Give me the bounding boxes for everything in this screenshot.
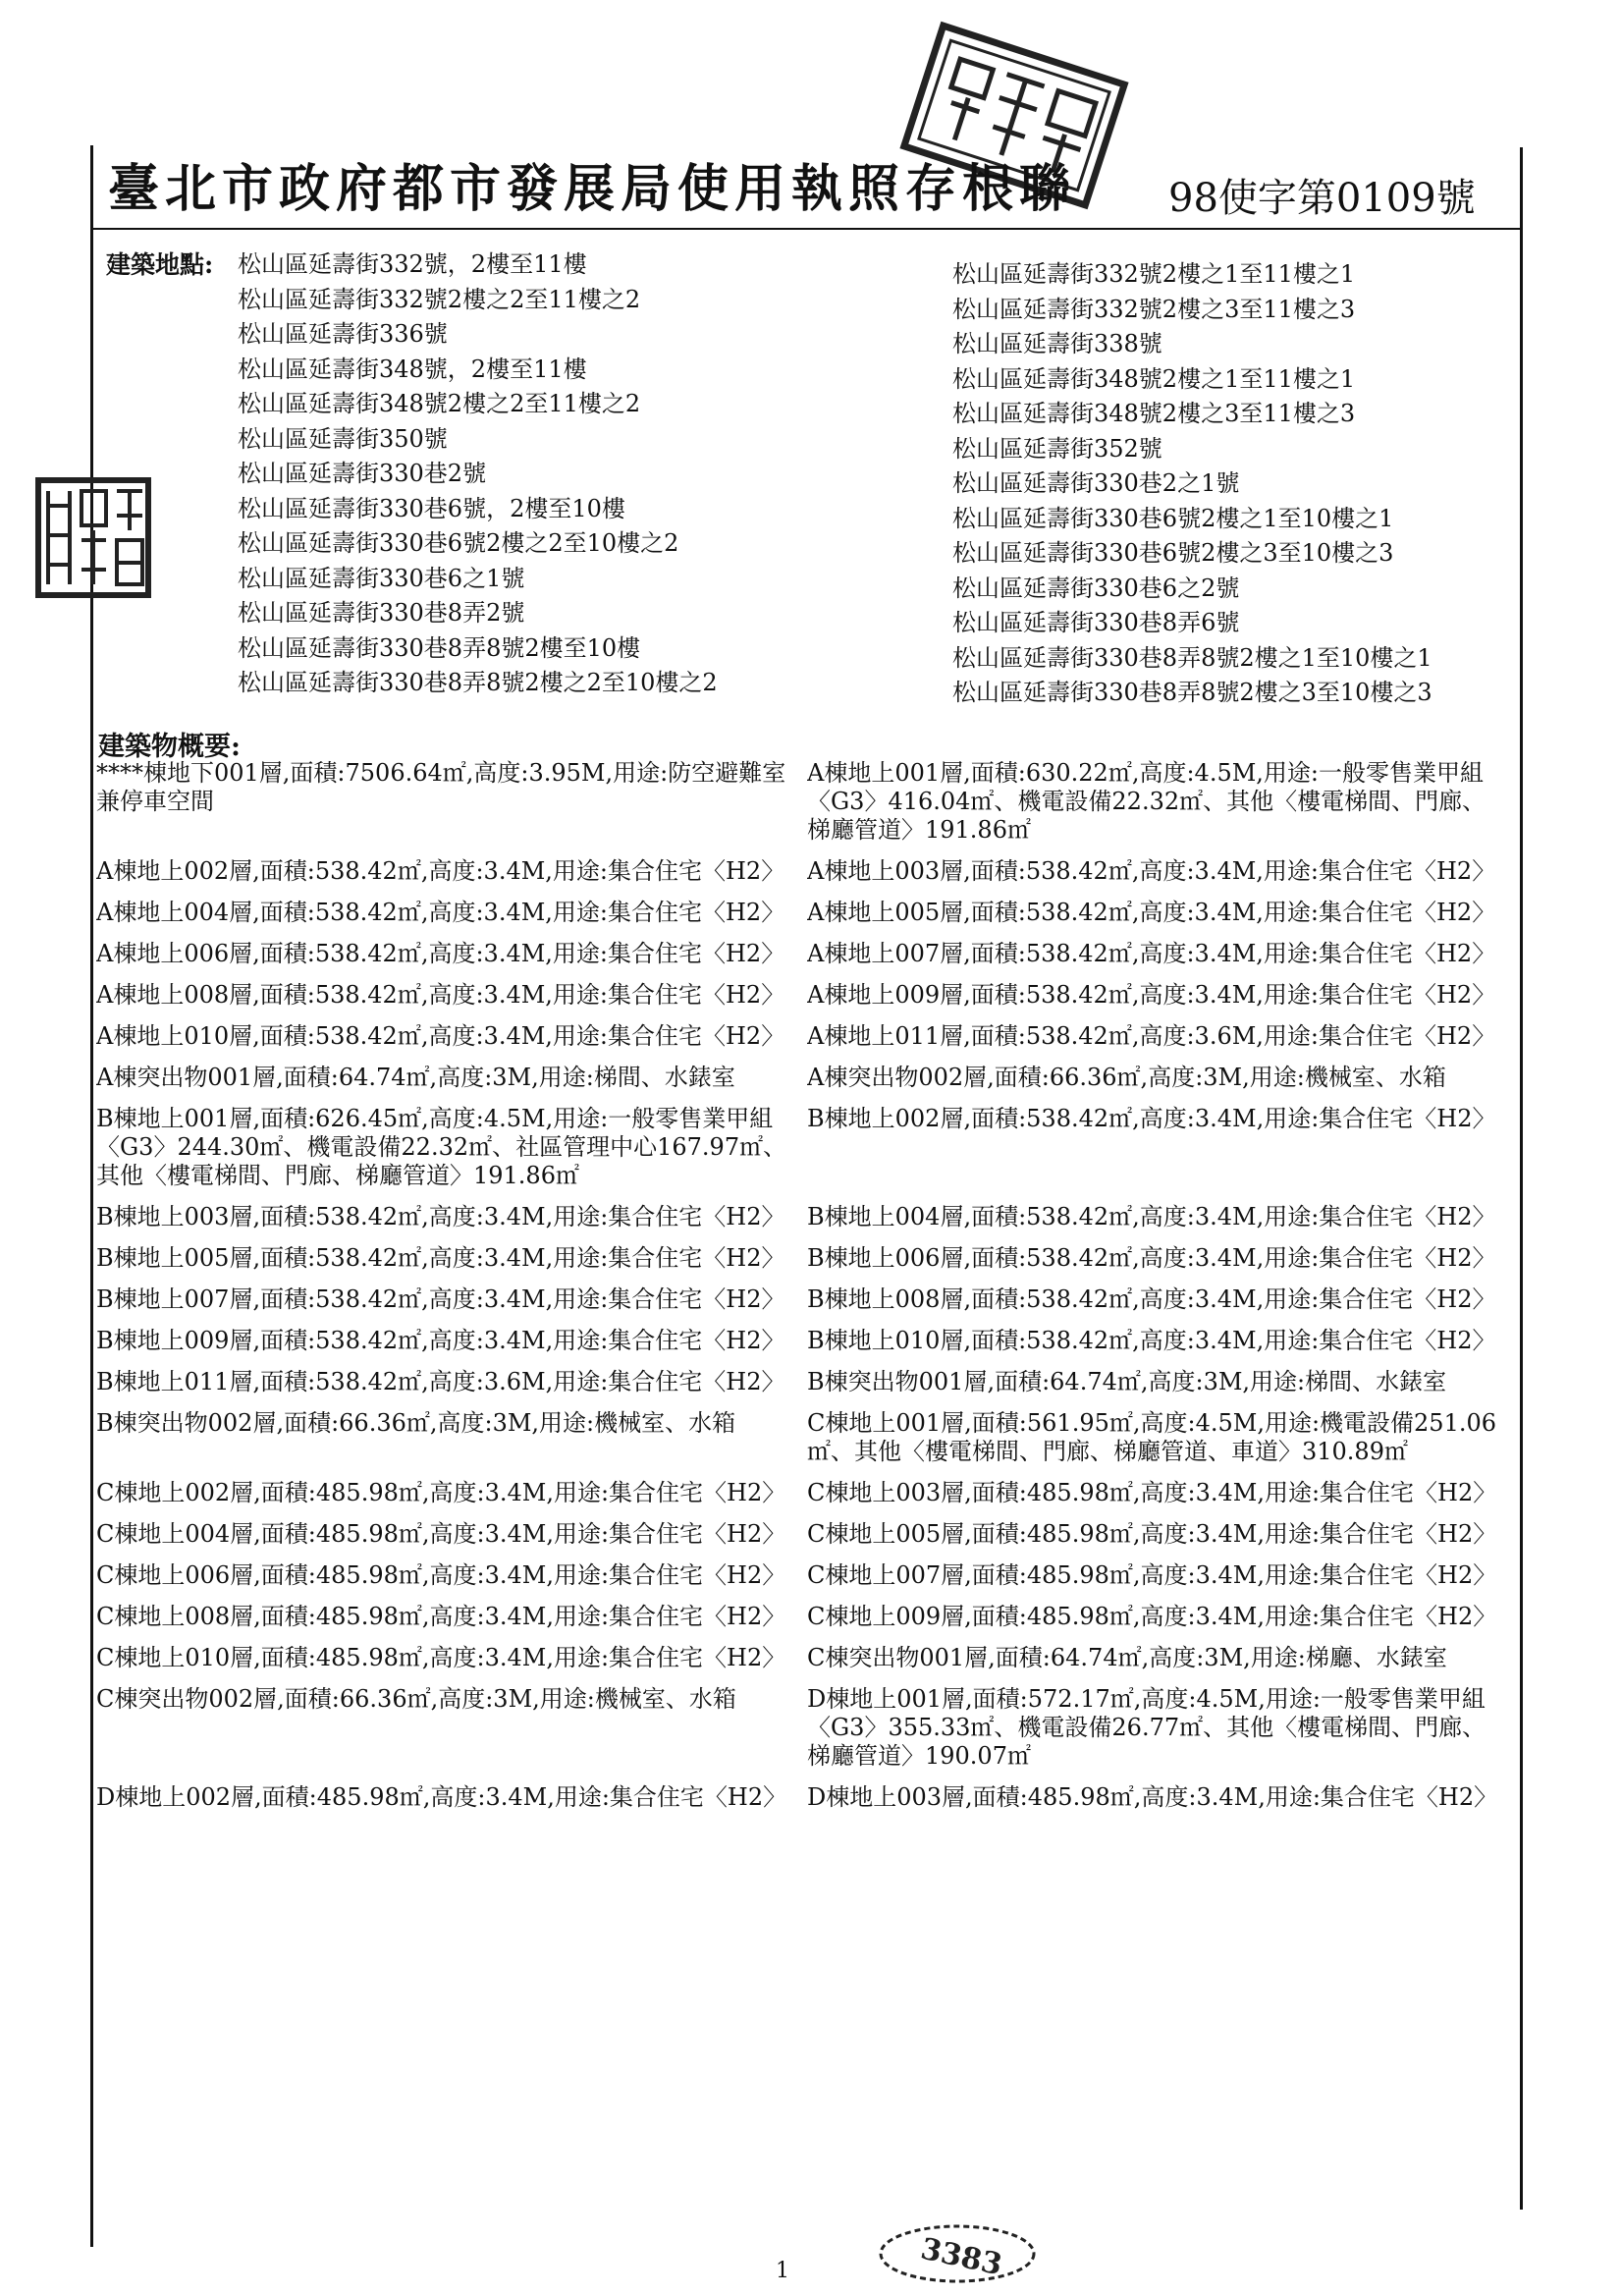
address-line: 松山區延壽街348號，2樓至11樓 [238,355,587,383]
building-floor-entry: B棟地上007層,面積:538.42㎡,高度:3.4M,用途:集合住宅〈H2〉 [96,1285,785,1313]
building-floor-entry: A棟地上004層,面積:538.42㎡,高度:3.4M,用途:集合住宅〈H2〉 [96,899,785,926]
address-line: 松山區延壽街330巷6之2號 [952,574,1240,602]
address-line: 松山區延壽街352號 [952,434,1162,463]
building-floor-entry: B棟地上008層,面積:538.42㎡,高度:3.4M,用途:集合住宅〈H2〉 [807,1285,1496,1313]
building-floor-entry: A棟地上011層,面積:538.42㎡,高度:3.6M,用途:集合住宅〈H2〉 [807,1022,1496,1050]
building-floor-entry: A棟突出物001層,面積:64.74㎡,高度:3M,用途:梯間、水錶室 [96,1064,735,1091]
document-number: 98使字第0109號 [1168,176,1476,221]
building-floor-entry: A棟地上003層,面積:538.42㎡,高度:3.4M,用途:集合住宅〈H2〉 [807,857,1496,885]
summary-list-left [96,759,793,1825]
address-line: 松山區延壽街330巷6之1號 [238,564,525,592]
building-floor-entry: A棟地上008層,面積:538.42㎡,高度:3.4M,用途:集合住宅〈H2〉 [96,981,785,1009]
building-floor-entry: B棟地上010層,面積:538.42㎡,高度:3.4M,用途:集合住宅〈H2〉 [807,1327,1496,1354]
building-floor-entry: C棟突出物001層,面積:64.74㎡,高度:3M,用途:梯廳、水錶室 [807,1644,1447,1671]
building-floor-entry: ****棟地下001層,面積:7506.64㎡,高度:3.95M,用途:防空避難室兼停車空間 [96,759,786,815]
address-line: 松山區延壽街330巷8弄8號2樓之3至10樓之3 [952,679,1432,706]
address-line: 松山區延壽街330巷6號2樓之2至10樓之2 [238,529,679,557]
address-line: 松山區延壽街330巷8弄2號 [238,599,525,627]
building-floor-entry: B棟地上001層,面積:626.45㎡,高度:4.5M,用途:一般零售業甲組〈G3〉244.30㎡、機電設備22.32㎡、社區管理中心167.97㎡、其他〈樓電梯間、門廊、梯廳管道〉191.86㎡ [96,1105,787,1189]
address-line: 松山區延壽街336號 [238,320,448,348]
building-floor-entry: C棟突出物002層,面積:66.36㎡,高度:3M,用途:機械室、水箱 [96,1685,736,1713]
building-floor-entry: C棟地上007層,面積:485.98㎡,高度:3.4M,用途:集合住宅〈H2〉 [807,1561,1497,1589]
building-floor-entry: A棟地上006層,面積:538.42㎡,高度:3.4M,用途:集合住宅〈H2〉 [96,940,785,967]
document-title: 臺北市政府都市發展局使用執照存根聯 [108,159,1077,219]
building-floor-entry: A棟地上005層,面積:538.42㎡,高度:3.4M,用途:集合住宅〈H2〉 [807,899,1496,926]
building-floor-entry: C棟地上010層,面積:485.98㎡,高度:3.4M,用途:集合住宅〈H2〉 [96,1644,786,1671]
building-floor-entry: C棟地上005層,面積:485.98㎡,高度:3.4M,用途:集合住宅〈H2〉 [807,1520,1497,1548]
building-floor-entry: A棟地上001層,面積:630.22㎡,高度:4.5M,用途:一般零售業甲組〈G3〉416.04㎡、機電設備22.32㎡、其他〈樓電梯間、門廊、梯廳管道〉191.86㎡ [807,759,1486,844]
address-line: 松山區延壽街330巷2之1號 [952,469,1240,497]
building-floor-entry: B棟突出物002層,面積:66.36㎡,高度:3M,用途:機械室、水箱 [96,1409,736,1437]
address-line: 松山區延壽街332號2樓之1至11樓之1 [952,260,1356,288]
building-floor-entry: C棟地上002層,面積:485.98㎡,高度:3.4M,用途:集合住宅〈H2〉 [96,1479,786,1506]
address-line: 松山區延壽街330巷8弄6號 [952,609,1240,636]
building-floor-entry: B棟地上003層,面積:538.42㎡,高度:3.4M,用途:集合住宅〈H2〉 [96,1203,785,1230]
summary-label: 建築物概要: [98,732,241,762]
address-line: 松山區延壽街332號2樓之3至11樓之3 [952,295,1356,323]
address-line: 松山區延壽街330巷8弄8號2樓至10樓 [238,633,641,662]
building-floor-entry: B棟地上011層,面積:538.42㎡,高度:3.6M,用途:集合住宅〈H2〉 [96,1368,785,1395]
building-floor-entry: A棟突出物002層,面積:66.36㎡,高度:3M,用途:機械室、水箱 [807,1064,1446,1091]
address-line: 松山區延壽街330巷2號 [238,460,487,487]
building-floor-entry: B棟地上009層,面積:538.42㎡,高度:3.4M,用途:集合住宅〈H2〉 [96,1327,785,1354]
title-divider [93,228,1522,230]
official-seal-bottom [874,2214,1041,2283]
building-floor-entry: B棟地上002層,面積:538.42㎡,高度:3.4M,用途:集合住宅〈H2〉 [807,1105,1496,1132]
address-list-left [238,247,718,701]
seal-number: 3383 [917,2231,1005,2283]
address-line: 松山區延壽街330巷8弄8號2樓之2至10樓之2 [238,669,718,696]
address-line: 松山區延壽街338號 [952,330,1162,357]
address-label: 建築地點: [106,250,214,279]
address-list-right [952,257,1432,711]
building-floor-entry: A棟地上010層,面積:538.42㎡,高度:3.4M,用途:集合住宅〈H2〉 [96,1022,785,1050]
building-floor-entry: D棟地上002層,面積:485.98㎡,高度:3.4M,用途:集合住宅〈H2〉 [96,1783,787,1811]
address-line: 松山區延壽街330巷6號，2樓至10樓 [238,494,625,522]
summary-list-right [807,759,1504,1825]
building-floor-entry: A棟地上009層,面積:538.42㎡,高度:3.4M,用途:集合住宅〈H2〉 [807,981,1496,1009]
address-line: 松山區延壽街332號，2樓至11樓 [238,250,587,278]
building-floor-entry: C棟地上008層,面積:485.98㎡,高度:3.4M,用途:集合住宅〈H2〉 [96,1603,786,1630]
address-line: 松山區延壽街348號2樓之1至11樓之1 [952,364,1356,393]
building-floor-entry: B棟地上006層,面積:538.42㎡,高度:3.4M,用途:集合住宅〈H2〉 [807,1244,1496,1272]
building-floor-entry: A棟地上002層,面積:538.42㎡,高度:3.4M,用途:集合住宅〈H2〉 [96,857,785,885]
building-floor-entry: A棟地上007層,面積:538.42㎡,高度:3.4M,用途:集合住宅〈H2〉 [807,940,1496,967]
right-border-line [1520,147,1523,2210]
building-floor-entry: C棟地上004層,面積:485.98㎡,高度:3.4M,用途:集合住宅〈H2〉 [96,1520,786,1548]
address-line: 松山區延壽街348號2樓之2至11樓之2 [238,390,641,417]
building-floor-entry: C棟地上006層,面積:485.98㎡,高度:3.4M,用途:集合住宅〈H2〉 [96,1561,786,1589]
address-line: 松山區延壽街330巷8弄8號2樓之1至10樓之1 [952,643,1432,672]
building-floor-entry: D棟地上001層,面積:572.17㎡,高度:4.5M,用途:一般零售業甲組〈G3〉355.33㎡、機電設備26.77㎡、其他〈樓電梯間、門廊、梯廳管道〉190.07㎡ [807,1685,1486,1770]
address-line: 松山區延壽街350號 [238,424,448,453]
official-seal-left [34,476,152,599]
building-floor-entry: D棟地上003層,面積:485.98㎡,高度:3.4M,用途:集合住宅〈H2〉 [807,1783,1498,1811]
page-number: 1 [776,2259,789,2283]
address-line: 松山區延壽街330巷6號2樓之3至10樓之3 [952,539,1394,567]
building-floor-entry: B棟突出物001層,面積:64.74㎡,高度:3M,用途:梯間、水錶室 [807,1368,1447,1395]
building-floor-entry: B棟地上005層,面積:538.42㎡,高度:3.4M,用途:集合住宅〈H2〉 [96,1244,785,1272]
building-floor-entry: C棟地上009層,面積:485.98㎡,高度:3.4M,用途:集合住宅〈H2〉 [807,1603,1497,1630]
address-line: 松山區延壽街348號2樓之3至11樓之3 [952,400,1356,427]
building-floor-entry: C棟地上003層,面積:485.98㎡,高度:3.4M,用途:集合住宅〈H2〉 [807,1479,1497,1506]
address-line: 松山區延壽街330巷6號2樓之1至10樓之1 [952,504,1394,532]
building-floor-entry: C棟地上001層,面積:561.95㎡,高度:4.5M,用途:機電設備251.06㎡、其他〈樓電梯間、門廊、梯廳管道、車道〉310.89㎡ [807,1409,1497,1465]
address-line: 松山區延壽街332號2樓之2至11樓之2 [238,285,641,313]
building-floor-entry: B棟地上004層,面積:538.42㎡,高度:3.4M,用途:集合住宅〈H2〉 [807,1203,1496,1230]
left-border-line [90,145,93,2247]
